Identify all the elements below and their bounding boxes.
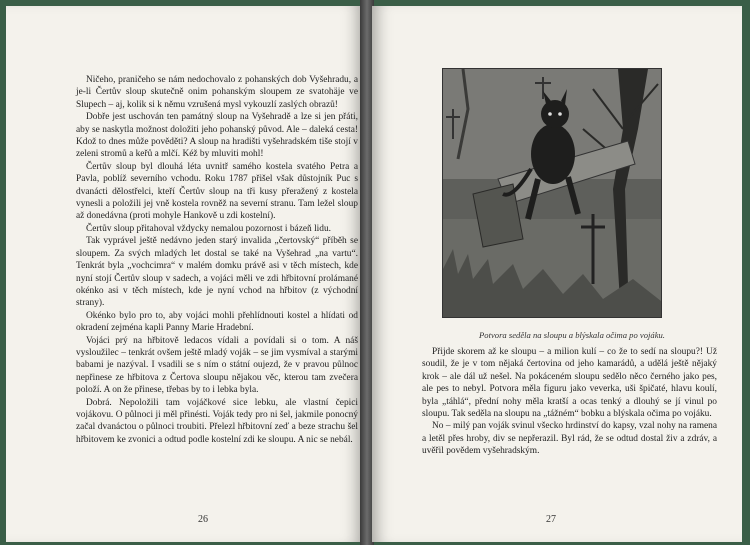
right-page-text: [422, 346, 717, 458]
left-page-text: [76, 74, 358, 446]
paragraph: Ničeho, praničeho se nám nedochovalo z pohanských dob Vyšehradu, a je-li Čertův sloup skutečně onim pohanským sloupem ze svatohäje ve Slupech – aj, kolik si k němu vzrušená mysl vykouzlí zaslých obrazů!: [76, 75, 358, 110]
page-number: 26: [198, 514, 208, 525]
illustration-graphic: [443, 69, 661, 317]
paragraph: Čertův sloup přitahoval vždycky nemalou pozornost i bázeň lidu.: [86, 223, 331, 234]
page-number: 27: [546, 514, 556, 525]
paragraph: No – milý pan voják svinul všecko hrdinství do kapsy, vzal nohy na ramena a letěl přes hroby, div se nepřerazil. Byl rád, že se odtud dostal živ a zdráv, a uvěřil povědem vyšehradským.: [422, 421, 717, 457]
left-page: [6, 6, 362, 542]
illustration: [442, 68, 662, 318]
paragraph: Tak vyprável ještě nedávno jeden starý invalida „čertovský“ příběh se sloupem. Za svých mladých let dostal se také na Vyšehrad „na vartu“. Tenkrát byla „vochcimra“ v malém domku právě asi v těch místech, kde nyní stojí Čertův sloup v sadech, a vojáci měli ve zdi hřbitovní prolámané okénko asi v těch místech, kde je nyní vchod na hřbitov (z východní strany).: [76, 236, 358, 309]
paragraph: Vojáci prý na hřbitově ledacos vídali a povídali si o tom. A náš vysloužilec – tenkrát ovšem ještě mladý voják – se jim vysmíval a starými babami je nazýval. I vsadili se s ním o státní oujezd, že v pravou půlnoc nepřinese ze hřbitova z Čertova sloupu nějakou věc, kterou tam zvečera položí. A on že přinese, třebas by to i lebka byla.: [76, 335, 358, 396]
illustration-caption: Potvora seděla na sloupu a blýskala očima po vojáku.: [479, 330, 665, 340]
paragraph: Dobrá. Nepoložili tam vojáčkové sice lebku, ale vlastní čepici vojákovu. O půlnoci ji měl přinésti. Voják tedy pro ni šel, jakmile ponocný začal dvanáctou o půlnoci troubiti. Přelezl hřbitovní zeď a beze strachu šel hřbitovem ke zvonici a odtud podle kostelní zdi ke sloupu. A nic se nebál.: [76, 397, 358, 445]
paragraph: Okénko bylo pro to, aby vojáci mohli přehlídnouti kostel a hlídati od okradení zejména kapli Panny Marie Hradební.: [76, 310, 358, 334]
paragraph: Přijde skorem až ke sloupu – a milion kulí – co že to sedí na sloupu?! Už soudil, že je v tom nějaká čertovina od jeho kamarádů, a udělá ještě nějaký krok – ale dál už nešel. Na pokáceném sloupu sedělo něco černého jako pes, ale pes to nebyl. Potvora měla figuru jako veverka, uši špičaté, hlavu koulí, byla „táhlá“, přední nohy měla kratší a ocas tenký a dlouhý se jí vinul po sloupu. Tak seděla na sloupu na „tážném“ bobku a blýskala očima po vojáku.: [422, 347, 717, 420]
right-page: [372, 6, 742, 542]
paragraph: Čertův sloup byl dlouhá léta uvnitř samého kostela svatého Petra a Pavla, poblíž severního vchodu. Roku 1787 přišel však důstojník Puc s dvanácti dělostřelci, kteří Čertův sloup na tři kusy přeražený z kostela vynesli a položili jej vně kostela rovněž na severní stranu. Tam ležel sloup až donedávna (proti mohyle Hankově u zdi kostelní).: [76, 161, 358, 222]
paragraph: Dobře jest uschován ten památný sloup na Vyšehradě a lze si jen přáti, aby se naskytla možnost doložiti jeho pohanský původ. Ale – daleká cesta! Kdož to dnes může pověděti? A sloup na hradišti vyšehradském tiše stojí v zeleni stromů a keřů a mlčí. Kéž by mluviti mohl!: [76, 112, 358, 160]
